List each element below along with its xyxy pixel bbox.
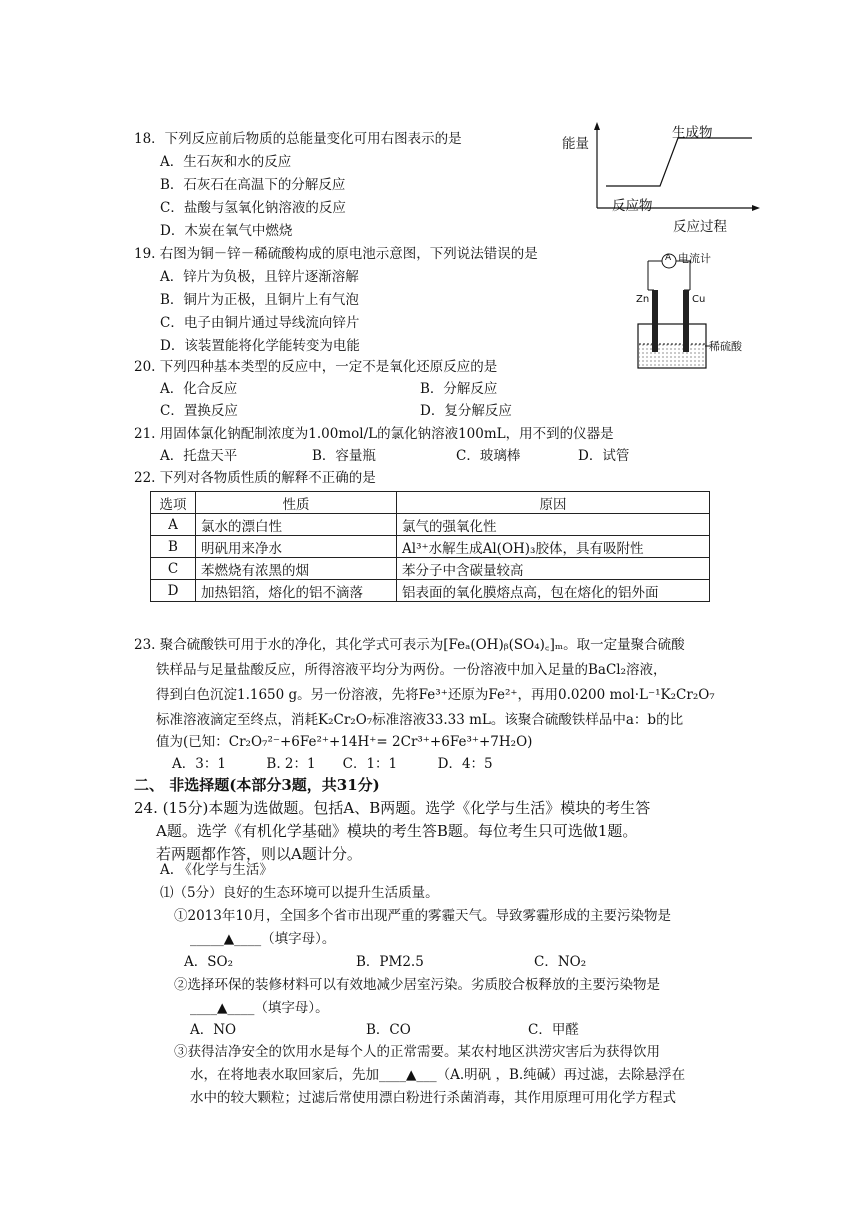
q24-line-3: 若两题都作答，则以A题计分。 — [156, 845, 362, 863]
table-header: 原因 — [397, 492, 710, 514]
q21-stem: 21. 用固体氯化钠配制浓度为1.00mol/L的氯化钠溶液100mL，用不到的仪器是 — [134, 426, 614, 442]
ammeter-label: 电流计 — [678, 252, 711, 265]
q24-item-1-option: B．PM2.5 — [356, 954, 424, 970]
energy-diagram — [560, 118, 770, 236]
q24-subsection-a: A. 《化学与生活》 — [160, 862, 273, 878]
q19-stem: 19. 右图为铜－锌－稀硫酸构成的原电池示意图，下列说法错误的是 — [134, 246, 538, 262]
table-cell: 加热铝箔，熔化的铝不滴落 — [196, 580, 397, 602]
table-header-row — [151, 492, 710, 514]
q23-options: A．3：1 B. 2：1 C．1：1 D．4：5 — [172, 756, 493, 772]
ammeter-icon: A — [665, 253, 672, 263]
q18-option-b: B．石灰石在高温下的分解反应 — [160, 177, 346, 193]
table-cell: 铝表面的氧化膜熔点高，包在熔化的铝外面 — [397, 580, 710, 602]
q24-line-2: A题。选学《有机化学基础》模块的考生答B题。每位考生只可选做1题。 — [156, 822, 638, 840]
q24-line-1: 24. (15分)本题为选做题。包括A、B两题。选学《化学与生活》模块的考生答 — [134, 799, 651, 817]
q24-item-2-line-1: ②选择环保的装修材料可以有效地减少居室污染。劣质胶合板释放的主要污染物是 — [174, 977, 660, 993]
table-cell: 氯气的强氧化性 — [397, 514, 710, 536]
table-row — [151, 514, 710, 536]
q20-option-d: D．复分解反应 — [420, 403, 512, 419]
q22-stem: 22. 下列对各物质性质的解释不正确的是 — [134, 470, 376, 486]
q24-item-1-line-1: ①2013年10月，全国多个省市出现严重的雾霾天气。导致雾霾形成的主要污染物是 — [174, 908, 672, 924]
q20-option-b: B．分解反应 — [420, 381, 498, 397]
table-cell: A — [151, 514, 196, 536]
galvanic-cell-diagram — [630, 248, 740, 376]
q23-line-5: 值为(已知：Cr₂O₇²⁻+6Fe²⁺+14H⁺= 2Cr³⁺+6Fe³⁺+7H₂O) — [156, 734, 533, 750]
q19-option-d: D．该装置能将化学能转变为电能 — [160, 338, 360, 354]
q19-option-b: B．铜片为正极，且铜片上有气泡 — [160, 292, 359, 308]
q24-item-1-option: C．NO₂ — [534, 954, 587, 970]
q21-option-a: A．托盘天平 — [160, 448, 238, 464]
q24-item-2-option: A．NO — [190, 1022, 237, 1038]
q24-item-2-line-2: ____▲____（填字母）。 — [190, 1000, 329, 1016]
table-cell: D — [151, 580, 196, 602]
table-cell: 苯燃烧有浓黑的烟 — [196, 558, 397, 580]
q24-item-1-line-2: _____▲____（填字母）。 — [190, 931, 336, 947]
acid-label: 稀硫酸 — [709, 340, 742, 353]
q24-item-3-line-1: ③获得洁净安全的饮用水是每个人的正常需要。某农村地区洪涝灾害后为获得饮用 — [174, 1044, 660, 1060]
table-header: 选项 — [151, 492, 196, 514]
q23-line-3: 得到白色沉淀1.1650 g。另一份溶液，先将Fe³⁺还原为Fe²⁺，再用0.0200 mol·L⁻¹K₂Cr₂O₇ — [156, 687, 715, 703]
q23-line-4: 标准溶液滴定至终点，消耗K₂Cr₂O₇标准溶液33.33 mL。该聚合硫酸铁样品中a：b的比 — [156, 712, 684, 728]
reactant-label: 反应物 — [612, 198, 653, 214]
q24-item-3-line-3: 水中的较大颗粒；过滤后常使用漂白粉进行杀菌消毒，其作用原理可用化学方程式 — [190, 1090, 676, 1106]
table-row — [151, 536, 710, 558]
reaction-process-label: 反应过程 — [673, 219, 727, 235]
q18-option-c: C．盐酸与氢氧化钠溶液的反应 — [160, 200, 346, 216]
table-cell: 明矾用来净水 — [196, 536, 397, 558]
q24-item-2-option: B．CO — [366, 1022, 411, 1038]
q18-option-a: A．生石灰和水的反应 — [160, 154, 292, 170]
q24-item-1-option: A．SO₂ — [184, 954, 233, 970]
q23-line-2: 铁样品与足量盐酸反应，所得溶液平均分为两份。一份溶液中加入足量的BaCl₂溶液， — [156, 662, 667, 678]
q24-item-2-option: C．甲醛 — [528, 1022, 579, 1038]
q20-option-a: A．化合反应 — [160, 381, 238, 397]
zn-label: Zn — [636, 294, 650, 305]
q24-item-3-line-2: 水，在将地表水取回家后，先加____▲___（A.明矾 ，B.纯碱）再过滤，去除悬浮在 — [190, 1067, 686, 1083]
section-heading: 二、 非选择题(本部分3题，共31分) — [134, 776, 380, 794]
table-row — [151, 558, 710, 580]
q21-option-d: D．试管 — [578, 448, 630, 464]
q23-line-1: 23. 聚合硫酸铁可用于水的净化，其化学式可表示为[Feₐ(OH)ᵦ(SO₄)꜀]ₘ。取一定量聚合硫酸 — [134, 637, 685, 653]
table-cell: B — [151, 536, 196, 558]
table-cell: 苯分子中含碳量较高 — [397, 558, 710, 580]
q20-option-c: C．置换反应 — [160, 403, 238, 419]
property-table — [150, 491, 710, 602]
energy-axis-label: 能量 — [562, 136, 589, 152]
table-header: 性质 — [196, 492, 397, 514]
q19-option-c: C．电子由铜片通过导线流向锌片 — [160, 315, 360, 331]
product-label: 生成物 — [672, 125, 713, 141]
q21-option-b: B．容量瓶 — [312, 448, 376, 464]
q21-option-c: C．玻璃棒 — [456, 448, 521, 464]
table-cell: C — [151, 558, 196, 580]
table-row — [151, 580, 710, 602]
q18-option-d: D．木炭在氧气中燃烧 — [160, 223, 293, 239]
q24-part-1: ⑴（5分）良好的生态环境可以提升生活质量。 — [160, 885, 439, 901]
table-cell: Al³⁺水解生成Al(OH)₃胶体，具有吸附性 — [397, 536, 710, 558]
galvanic-cell-svg — [630, 248, 740, 376]
q20-stem: 20. 下列四种基本类型的反应中，一定不是氧化还原反应的是 — [134, 359, 498, 375]
q19-option-a: A．锌片为负极，且锌片逐渐溶解 — [160, 269, 359, 285]
q18-stem: 18．下列反应前后物质的总能量变化可用右图表示的是 — [134, 131, 462, 147]
table-cell: 氯水的漂白性 — [196, 514, 397, 536]
energy-diagram-svg — [560, 118, 770, 236]
cu-label: Cu — [692, 294, 706, 305]
